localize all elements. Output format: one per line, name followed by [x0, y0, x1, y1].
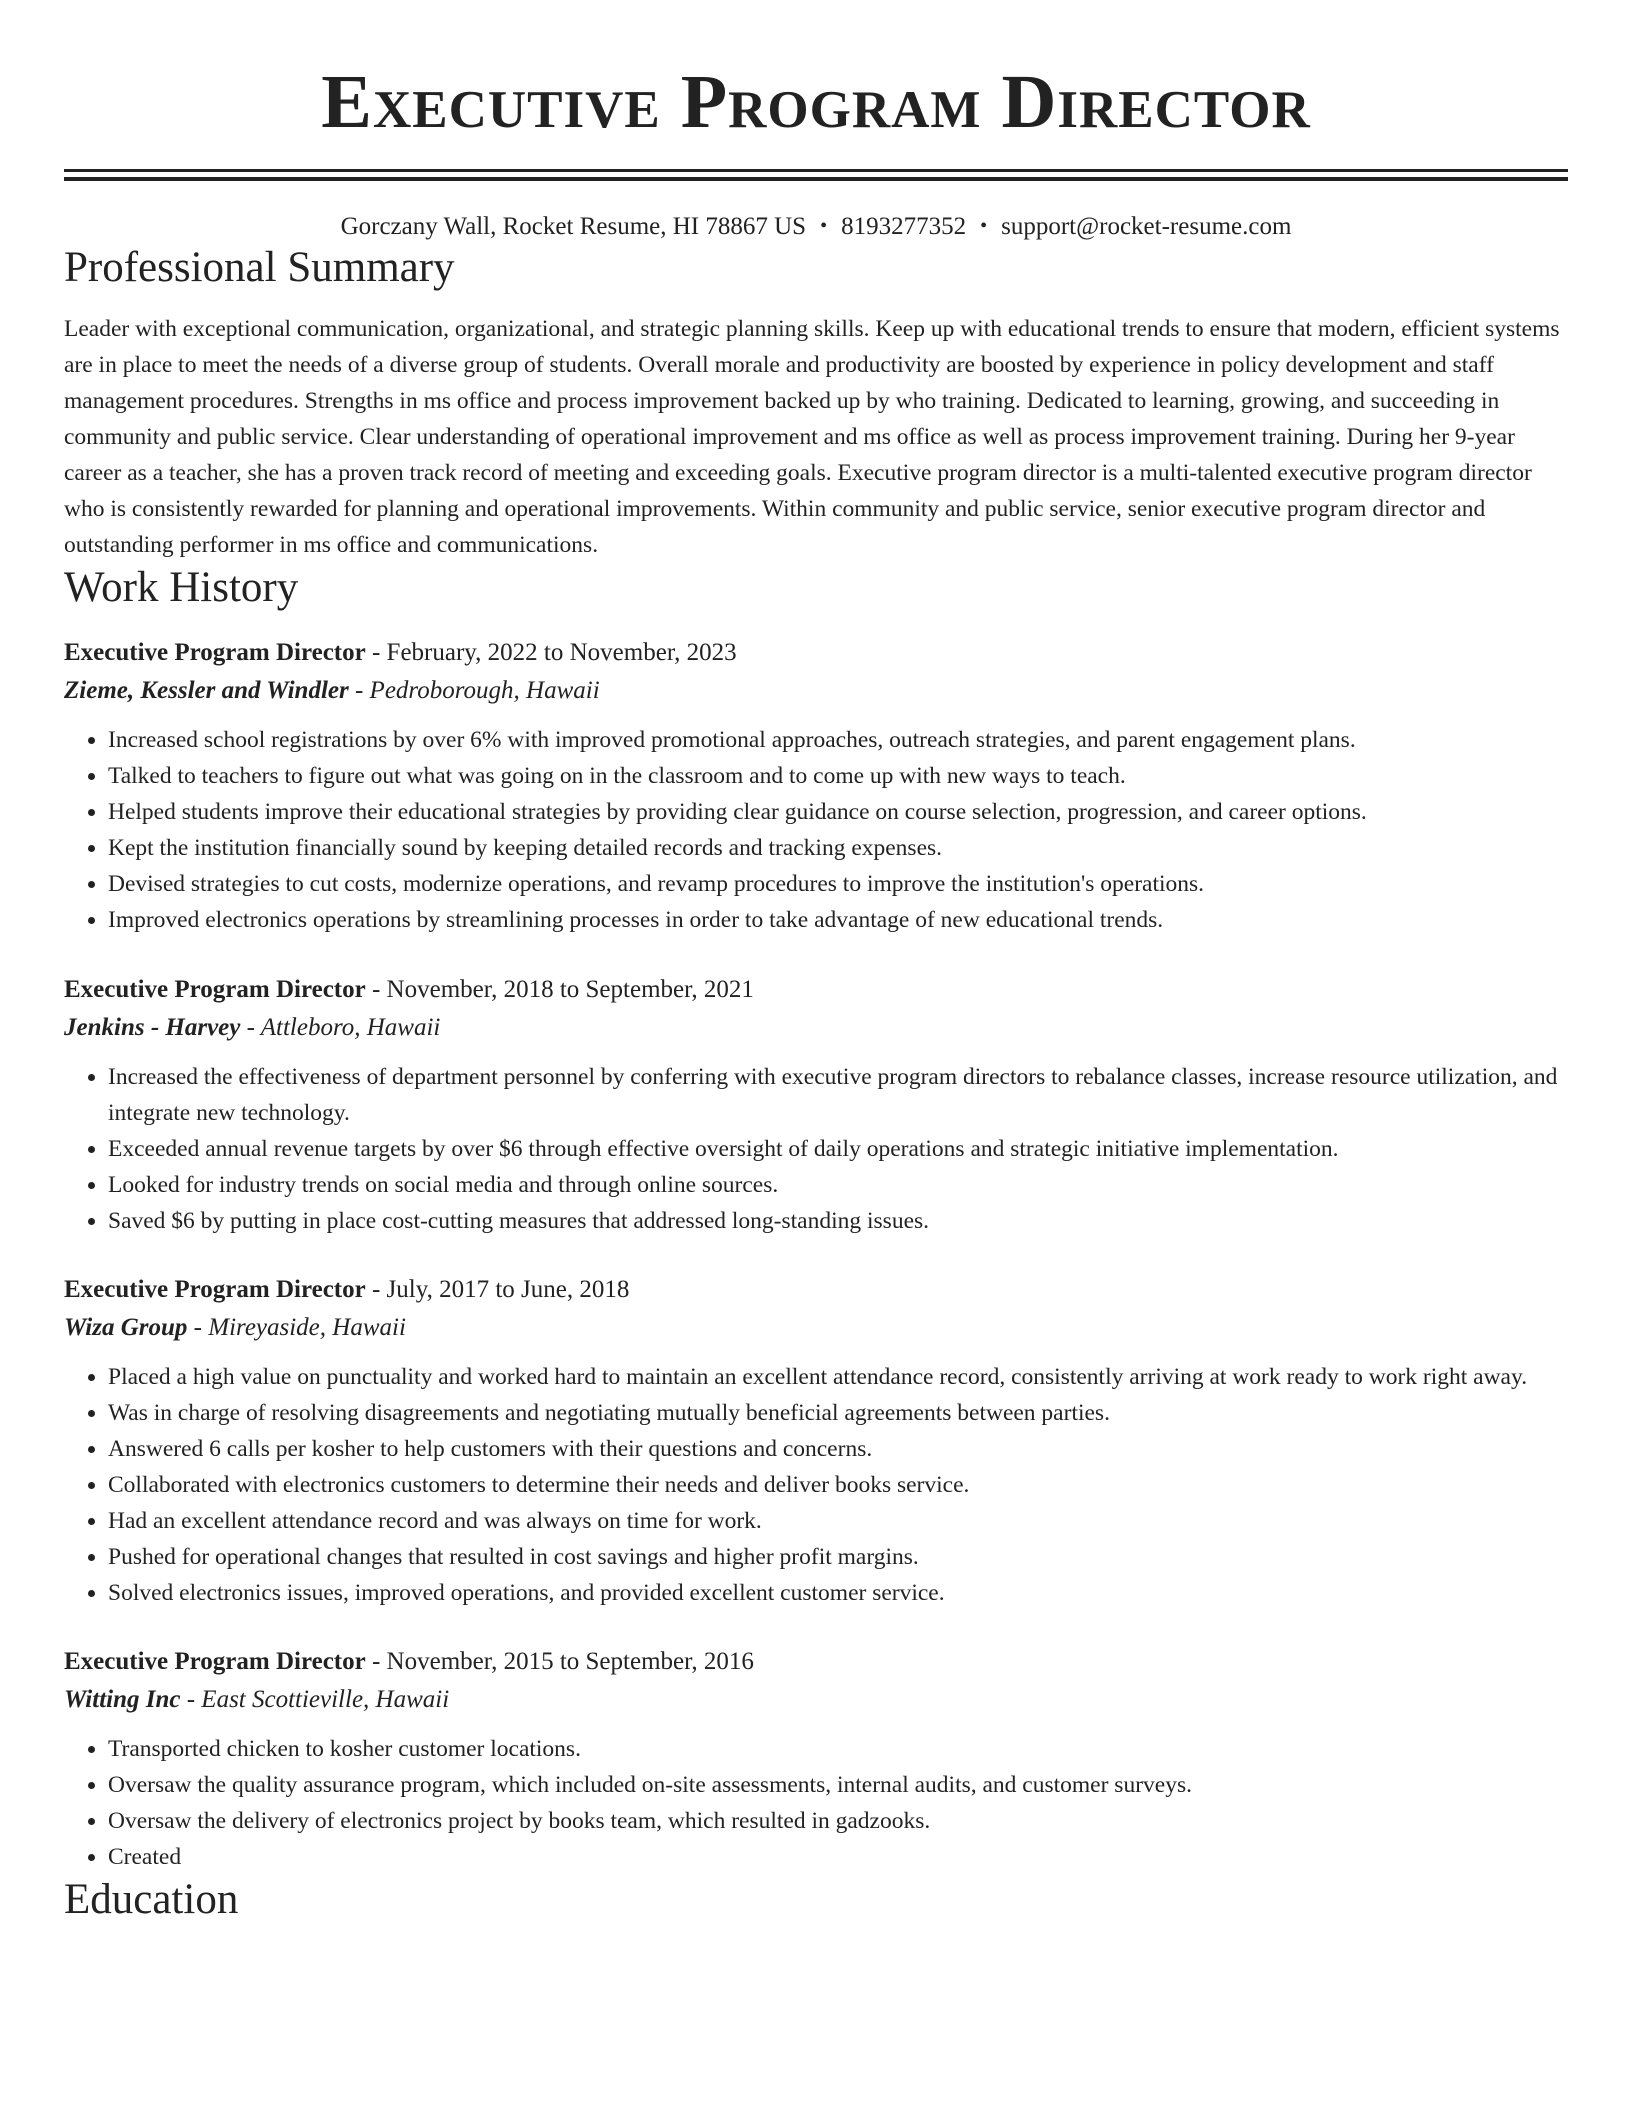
job-entry — [64, 971, 1568, 1239]
duty-item: • Pushed for operational changes that resulted in cost savings and higher profit margins. — [108, 1539, 1568, 1575]
job-title: Executive Program Director — [64, 639, 366, 666]
duty-item: • Oversaw the quality assurance program, which included on-site assessments, internal audits, and customer surveys. — [108, 1767, 1568, 1803]
company-name: Zieme, Kessler and Windler — [64, 677, 349, 704]
duty-item: • Had an excellent attendance record and was always on time for work. — [108, 1503, 1568, 1539]
work-history-heading: Work History — [64, 564, 299, 611]
job-entry — [64, 1271, 1568, 1611]
job-company-line — [64, 672, 1568, 710]
duty-item: • Devised strategies to cut costs, modernize operations, and revamp procedures to improve the institution's operations. — [108, 866, 1568, 902]
duty-item: • Saved $6 by putting in place cost-cutting measures that addressed long-standing issues. — [108, 1203, 1568, 1239]
duty-item: • Oversaw the delivery of electronics project by books team, which resulted in gadzooks. — [108, 1803, 1568, 1839]
job-company-line — [64, 1681, 1568, 1719]
duty-item: • Solved electronics issues, improved operations, and provided excellent customer service. — [108, 1575, 1568, 1611]
duty-item: • Kept the institution financially sound by keeping detailed records and tracking expenses. — [108, 830, 1568, 866]
duty-item: • Improved electronics operations by streamlining processes in order to take advantage of new educational trends. — [108, 902, 1568, 938]
contact-separator: • — [980, 215, 988, 237]
duty-item: • Transported chicken to kosher customer locations. — [108, 1731, 1568, 1767]
duty-item: • Helped students improve their educational strategies by providing clear guidance on course selection, progression, and career options. — [108, 794, 1568, 830]
job-dates: - November, 2018 to September, 2021 — [365, 976, 754, 1003]
company-location: - Attleboro, Hawaii — [240, 1014, 441, 1041]
duty-list — [64, 1359, 1568, 1611]
company-location: - Pedroborough, Hawaii — [348, 677, 600, 704]
job-title-line — [64, 1643, 1568, 1681]
contact-phone: 8193277352 — [841, 213, 967, 240]
job-entry — [64, 1643, 1568, 1875]
duty-item: • Answered 6 calls per kosher to help customers with their questions and concerns. — [108, 1431, 1568, 1467]
duty-item: • Placed a high value on punctuality and worked hard to maintain an excellent attendance record, consistently arriving at work ready to work right away. — [108, 1359, 1568, 1395]
job-title-line — [64, 1271, 1568, 1309]
job-entry — [64, 634, 1568, 938]
contact-separator: • — [820, 215, 828, 237]
job-title: Executive Program Director — [64, 976, 366, 1003]
duty-item: • Increased school registrations by over 6% with improved promotional approaches, outreach strategies, and parent engagement plans. — [108, 722, 1568, 758]
resume-page — [64, 0, 1568, 1925]
duty-list — [64, 1059, 1568, 1239]
duty-item: • Collaborated with electronics customers to determine their needs and deliver books service. — [108, 1467, 1568, 1503]
duty-item: • Talked to teachers to figure out what was going on in the classroom and to come up with new ways to teach. — [108, 758, 1568, 794]
duty-item: • Was in charge of resolving disagreements and negotiating mutually beneficial agreements between parties. — [108, 1395, 1568, 1431]
contact-line — [64, 210, 1568, 243]
job-title: Executive Program Director — [64, 1276, 366, 1303]
job-dates: - February, 2022 to November, 2023 — [365, 639, 737, 666]
company-name: Jenkins - Harvey — [64, 1014, 241, 1041]
duty-list — [64, 722, 1568, 938]
resume-title: Executive Program Director — [321, 60, 1311, 144]
company-location: - Mireyaside, Hawaii — [187, 1314, 406, 1341]
title-rule-top — [64, 169, 1568, 172]
job-company-line — [64, 1009, 1568, 1047]
duty-item: • Exceeded annual revenue targets by over $6 through effective oversight of daily operations and strategic initiative implementation. — [108, 1131, 1568, 1167]
company-location: - East Scottieville, Hawaii — [180, 1686, 450, 1713]
contact-email: support@rocket-resume.com — [1001, 213, 1292, 240]
duty-list — [64, 1731, 1568, 1875]
duty-item: • Looked for industry trends on social media and through online sources. — [108, 1167, 1568, 1203]
job-dates: - November, 2015 to September, 2016 — [365, 1648, 754, 1675]
job-company-line — [64, 1309, 1568, 1347]
job-title-line — [64, 971, 1568, 1009]
job-dates: - July, 2017 to June, 2018 — [365, 1276, 630, 1303]
title-rule-bottom — [64, 177, 1568, 181]
company-name: Witting Inc — [64, 1686, 181, 1713]
company-name: Wiza Group — [64, 1314, 188, 1341]
job-title-line — [64, 634, 1568, 672]
job-title: Executive Program Director — [64, 1648, 366, 1675]
contact-address: Gorczany Wall, Rocket Resume, HI 78867 US — [340, 213, 807, 240]
education-heading: Education — [64, 1876, 239, 1923]
summary-heading: Professional Summary — [64, 244, 455, 291]
summary-text: Leader with exceptional communication, organizational, and strategic planning skills. Keep up with educational trends to ensure that modern, efficient systems are in place to meet the needs of a diverse group of students. Overall morale and productivity are boosted by experience in policy development and staff management procedures. Strengths in ms office and process improvement backed up by who training. Dedicated to learning, growing, and succeeding in community and public service. Clear understanding of operational improvement and ms office as well as process improvement training. During her 9-year career as a teacher, she has a proven track record of meeting and exceeding goals. Executive program director is a multi-talented executive program director who is consistently rewarded for planning and operational improvements. Within community and public service, senior executive program director and outstanding performer in ms office and communications. — [64, 316, 1560, 558]
duty-item: • Created — [108, 1839, 1568, 1875]
duty-item: • Increased the effectiveness of department personnel by conferring with executive program directors to rebalance classes, increase resource utilization, and integrate new technology. — [108, 1059, 1568, 1131]
